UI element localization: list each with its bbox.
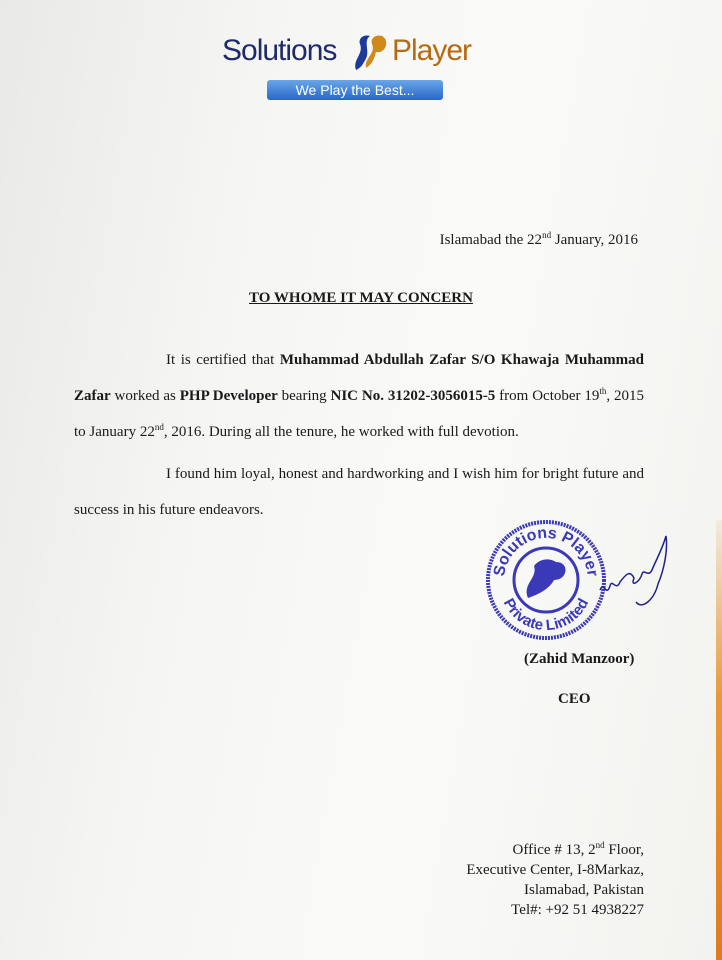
- company-logo: [222, 30, 502, 106]
- paragraph-1: [74, 342, 644, 450]
- employee-name: Muhammad Abdullah Zafar S/O Khawaja Muhammad Zafar: [74, 352, 644, 404]
- text: Floor,: [604, 842, 644, 858]
- address-line-2: Executive Center, I-8Markaz,: [466, 862, 644, 878]
- stamp-bottom-text: Private Limited: [499, 595, 593, 635]
- job-role: PHP Developer: [179, 388, 278, 404]
- signatory-title: CEO: [558, 691, 591, 707]
- signatory-name: (Zahid Manzoor): [524, 651, 635, 667]
- svg-text:Private Limited: [500, 596, 592, 635]
- text: worked as: [110, 388, 180, 404]
- text: It is certified that: [166, 352, 280, 368]
- address-phone: Tel#: +92 51 4938227: [511, 902, 644, 918]
- address-line-1: [466, 840, 644, 860]
- tagline: We Play the Best...: [267, 80, 443, 100]
- paragraph-2: I found him loyal, honest and hardworking and I wish him for bright future and success in his future endeavors.: [74, 466, 644, 518]
- letter-subject: TO WHOME IT MAY CONCERN: [249, 290, 473, 306]
- company-stamp: [484, 518, 608, 642]
- brand-left: Solutions: [222, 34, 337, 67]
- company-address: [466, 840, 644, 920]
- letter-body: [74, 342, 644, 528]
- date-year: January, 2016: [551, 232, 638, 248]
- nic-number: NIC No. 31202-3056015-5: [330, 388, 496, 404]
- brand-right: Player: [392, 34, 472, 67]
- text: , 2015 to January 22: [74, 388, 645, 440]
- date-text: Islamabad the 22: [439, 232, 543, 248]
- sup: th: [599, 386, 607, 396]
- logo-mark-icon: [350, 32, 390, 72]
- address-line-3: Islamabad, Pakistan: [524, 882, 644, 898]
- sup: nd: [154, 422, 164, 432]
- text: from October 19: [495, 388, 600, 404]
- stamp-top-text: Solutions Player: [491, 524, 601, 578]
- signature: [596, 530, 686, 620]
- text: Office # 13, 2: [512, 842, 596, 858]
- text: bearing: [277, 388, 331, 404]
- date-sup: nd: [542, 230, 552, 240]
- paper-edge: [716, 520, 722, 960]
- text: , 2016. During all the tenure, he worked with full devotion.: [163, 424, 519, 440]
- sup: nd: [595, 840, 605, 850]
- letter-date: [440, 232, 638, 249]
